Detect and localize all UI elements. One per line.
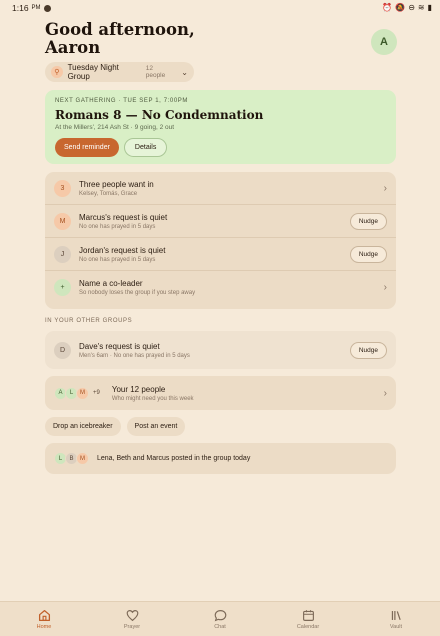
notification-icon [44,5,51,12]
group-count: 12 people [145,65,166,79]
next-gathering-card[interactable] [45,90,396,164]
heart-icon [126,609,139,622]
nudge-button[interactable]: Nudge [350,246,387,263]
group-pin-icon: ⚲ [51,66,63,78]
task-row-marcus[interactable] [45,205,396,238]
request-title: Dave's request is quiet [79,341,160,351]
people-title: Your 12 people [111,384,166,394]
task-badge: J [54,246,71,263]
avatar: M [76,452,89,465]
group-switcher[interactable] [45,62,194,82]
tab-label: Prayer [123,623,141,630]
task-badge: 3 [54,180,71,197]
task-row-join-requests[interactable] [45,172,396,205]
alarm-icon: ⏰ [382,3,393,12]
status-bar [0,0,440,16]
profile-avatar[interactable]: A [371,29,397,55]
tasks-card [45,172,396,309]
tab-home[interactable] [0,602,88,636]
chevron-right-icon: › [383,282,387,293]
activity-text: Lena, Beth and Marcus posted in the group today [97,455,251,462]
battery-icon: ▮ [427,3,432,12]
tab-label: Vault [389,623,403,630]
tab-calendar[interactable] [264,602,352,636]
dnd-icon: ⊖ [408,3,415,12]
greeting-heading: Good afternoon, Aaron [45,20,195,57]
more-count: +9 [93,390,100,396]
task-subtitle: No one has prayed in 5 days [79,256,156,263]
avatar: L [54,452,67,465]
mute-icon: 🔕 [395,3,406,12]
chevron-down-icon: ⌄ [181,67,188,77]
send-reminder-button[interactable]: Send reminder [55,138,119,157]
tab-label: Home [36,623,52,630]
people-subtitle: Who might need you this week [111,395,194,402]
nudge-button[interactable]: Nudge [350,342,387,359]
home-icon [38,609,51,622]
avatar: M [76,387,89,400]
chat-icon [214,609,227,622]
post-event-button[interactable]: Post an event [127,417,186,436]
task-badge: M [54,213,71,230]
nudge-button[interactable]: Nudge [350,213,387,230]
tab-vault[interactable] [352,602,440,636]
gathering-subtitle: At the Millers', 214 Ash St · 9 going, 2 out [55,124,175,131]
chevron-right-icon: › [383,182,387,194]
task-row-coleader[interactable] [45,271,396,304]
tab-label: Calendar [296,623,320,630]
task-subtitle: Kelsey, Tomás, Grace [79,190,138,197]
request-badge: D [54,342,71,359]
task-row-jordan[interactable] [45,238,396,271]
library-icon [390,609,403,622]
task-title: Marcus's request is quiet [79,212,168,222]
avatar: B [65,452,78,465]
status-time: 1:16 [12,3,29,13]
wifi-icon: ≋ [417,3,425,12]
chevron-right-icon: › [383,387,387,399]
task-title: Name a co-leader [79,279,143,288]
other-group-request-card[interactable] [45,331,396,369]
task-badge: + [54,279,71,296]
calendar-icon [302,609,315,622]
your-people-card[interactable] [45,376,396,410]
task-subtitle: No one has prayed in 5 days [79,223,156,230]
status-ampm: PM [31,5,41,11]
gathering-kicker: NEXT GATHERING · TUE SEP 1, 7:00PM [55,98,188,104]
task-title: Jordan's request is quiet [79,245,166,255]
group-activity-card[interactable] [45,443,396,474]
task-title: Three people want in [79,179,154,189]
task-subtitle: So nobody loses the group if you step away [79,290,196,296]
bottom-tab-bar [0,601,440,636]
avatar: A [54,387,67,400]
avatar: L [65,387,78,400]
details-button[interactable]: Details [124,138,167,157]
icebreaker-button[interactable]: Drop an icebreaker [45,417,121,436]
gathering-title: Romans 8 — No Condemnation [55,108,264,122]
other-groups-label: IN YOUR OTHER GROUPS [45,318,133,324]
tab-chat[interactable] [176,602,264,636]
tab-label: Chat [214,623,226,630]
group-name: Tuesday Night Group [67,63,119,81]
request-subtitle: Men's 6am · No one has prayed in 5 days [79,352,190,359]
tab-prayer[interactable] [88,602,176,636]
